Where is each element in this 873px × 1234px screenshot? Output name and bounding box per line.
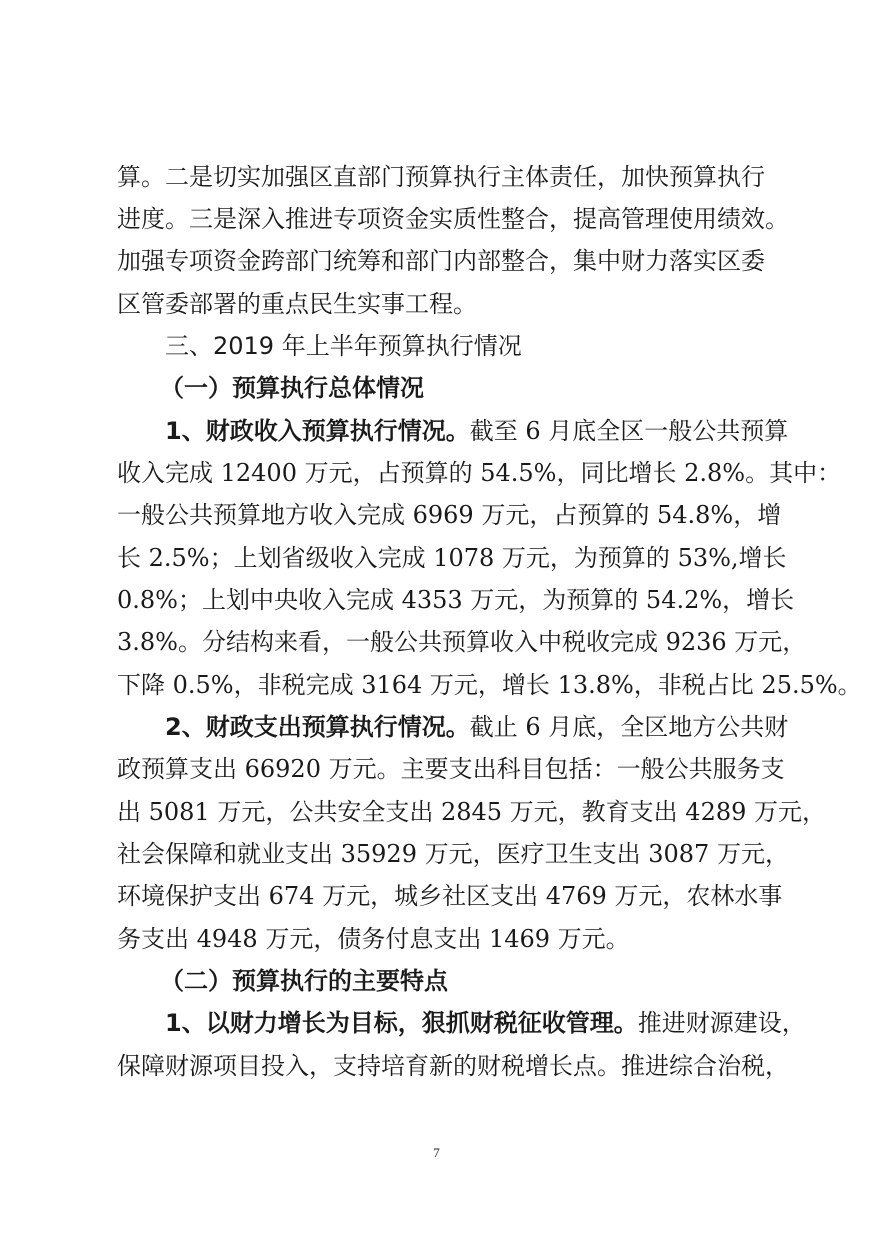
paragraph-lead: 1、财政收入预算执行情况。 [165,417,470,445]
body-line: 收入完成 12400 万元，占预算的 54.5%，同比增长 2.8%。其中： [117,459,842,487]
page-number: 7 [433,1145,440,1160]
subsection-heading: （二）预算执行的主要特点 [160,967,448,995]
body-line: 社会保障和就业支出 35929 万元，医疗卫生支出 3087 万元， [117,840,789,868]
paragraph-lead: 2、财政支出预算执行情况。 [165,713,470,741]
body-line: 3.8%。分结构来看，一般公共预算收入中税收完成 9236 万元， [117,628,807,656]
paragraph-text: 截止 6 月底，全区地方公共财 [469,713,789,741]
section-heading: 三、2019 年上半年预算执行情况 [165,332,522,360]
body-line: 加强专项资金跨部门统筹和部门内部整合，集中财力落实区委 [117,247,765,275]
body-line: 务支出 4948 万元，债务付息支出 1469 万元。 [117,925,630,953]
body-line: 出 5081 万元，公共安全支出 2845 万元，教育支出 4289 万元， [117,798,827,826]
body-line: 一般公共预算地方收入完成 6969 万元，占预算的 54.8%，增 [117,501,782,529]
body-line: 0.8%；上划中央收入完成 4353 万元，为预算的 54.2%，增长 [117,586,795,614]
paragraph-text: 截至 6 月底全区一般公共预算 [469,417,789,445]
body-line: 长 2.5%；上划省级收入完成 1078 万元，为预算的 53%,增长 [117,544,787,572]
paragraph-lead: 1、以财力增长为目标，狠抓财税征收管理。 [165,1009,638,1037]
body-line: 算。二是切实加强区直部门预算执行主体责任，加快预算执行 [117,163,765,191]
body-line: 下降 0.5%，非税完成 3164 万元，增长 13.8%，非税占比 25.5%。 [117,671,862,699]
body-line: 环境保护支出 674 万元，城乡社区支出 4769 万元，农林水事 [117,882,783,910]
subsection-heading: （一）预算执行总体情况 [160,374,424,402]
body-line: 政预算支出 66920 万元。主要支出科目包括：一般公共服务支 [117,755,785,783]
paragraph-text: 推进财源建设， [637,1009,806,1037]
body-line: 区管委部署的重点民生实事工程。 [117,290,477,318]
paragraph-first-line [165,1003,806,1043]
paragraph-first-line [165,707,789,747]
paragraph-first-line [165,411,789,451]
body-line: 进度。三是深入推进专项资金实质性整合，提高管理使用绩效。 [117,205,789,233]
body-line: 保障财源项目投入，支持培育新的财税增长点。推进综合治税， [117,1052,789,1080]
